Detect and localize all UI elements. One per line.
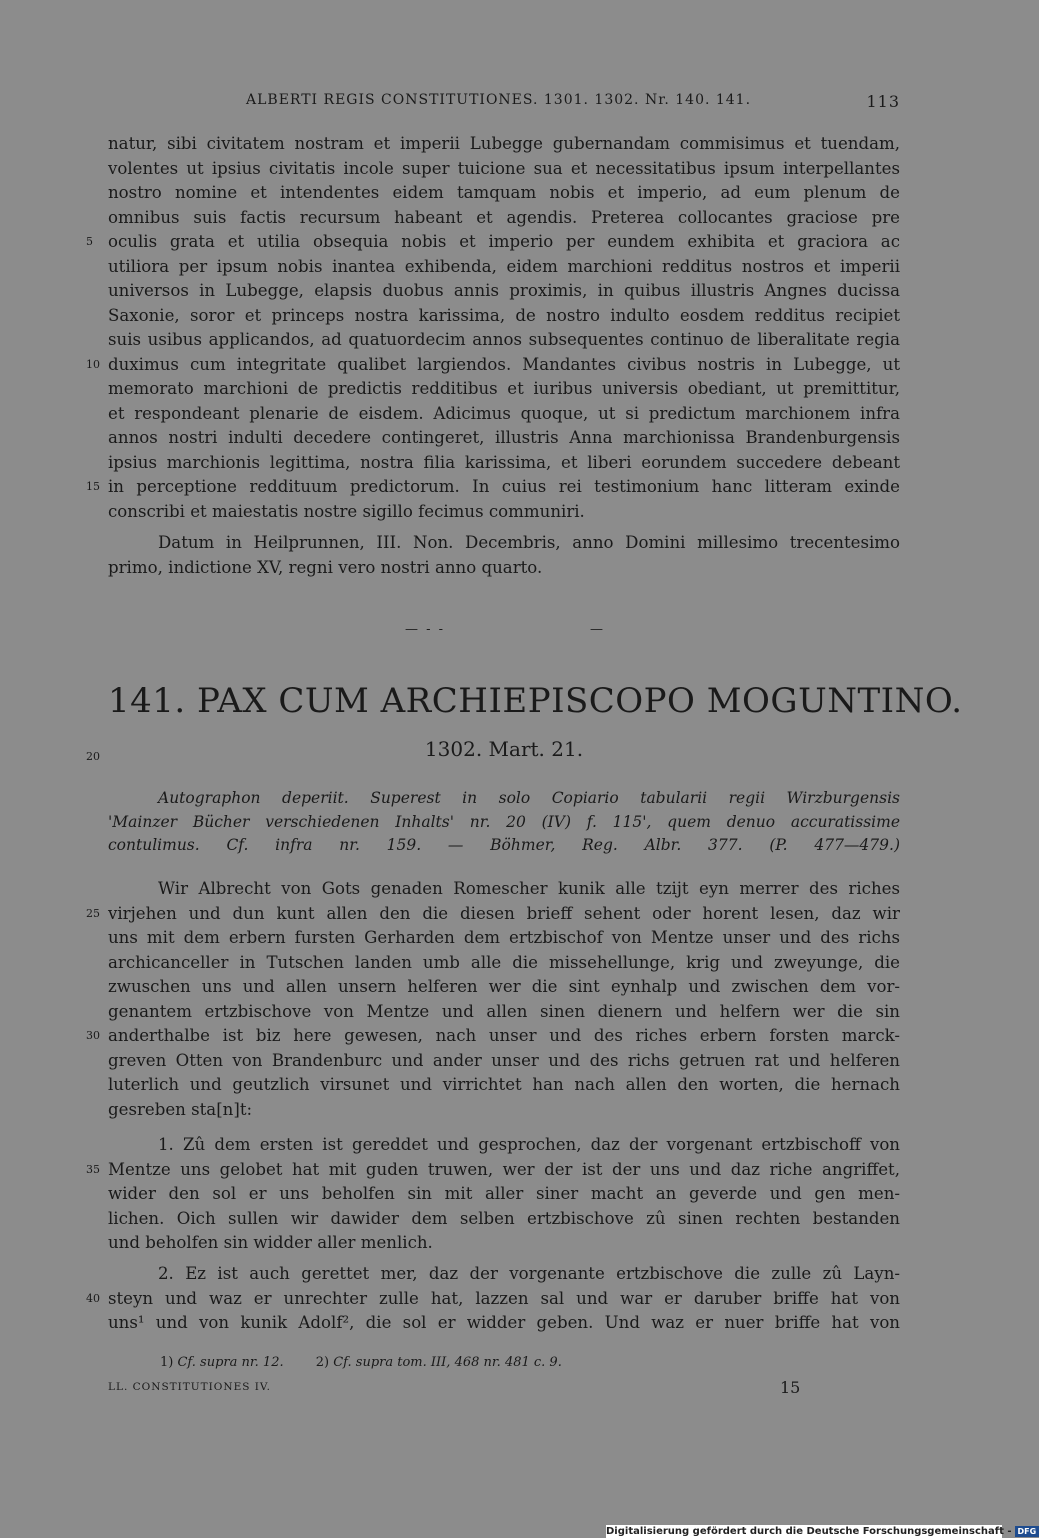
line-text: natur, sibi civitatem nostram et imperii Lubegge gubernandam commisimus et tuendam, — [108, 134, 900, 153]
line-text: primo, indictione XV, regni vero nostri anno quarto. — [108, 557, 543, 577]
text-line — [108, 1262, 900, 1287]
line-text: 2. Ez ist auch gerettet mer, daz der vorgenante ertzbischove die zulle zû Layn- — [158, 1264, 900, 1283]
line-number: 20 — [86, 750, 100, 763]
text-line — [86, 1158, 900, 1183]
line-text: suis usibus applicandos, ad quatuordecim annos subsequentes continuo de liberalitate regia — [108, 330, 900, 349]
line-text: gesreben sta[n]t: — [108, 1099, 253, 1119]
running-header — [108, 92, 900, 114]
text-line — [86, 902, 900, 927]
line-number: 5 — [86, 235, 93, 248]
text-line — [108, 1098, 900, 1123]
line-text: uns¹ und von kunik Adolf², die sol er widder geben. Und waz er nuer briffe hat von — [108, 1313, 900, 1332]
line-text: duximus cum integritate qualibet largiendos. Mandantes civibus nostris in Lubegge, ut — [108, 354, 900, 374]
text-line — [108, 500, 900, 525]
text-line — [108, 1182, 900, 1207]
text-line — [86, 353, 900, 378]
text-line — [108, 787, 900, 811]
footnote-1-text: Cf. supra nr. 12. — [177, 1355, 284, 1370]
paragraph-2-block — [86, 1262, 900, 1336]
source-note-block — [108, 787, 900, 858]
line-text: conscribi et maiestatis nostre sigillo fecimus communiri. — [108, 501, 585, 521]
text-line — [108, 556, 900, 581]
text-line — [108, 328, 900, 353]
line-text: et respondeant plenarie de eisdem. Adicimus quoque, ut si predictum marchionem infra — [108, 403, 900, 423]
line-text: anderthalbe ist biz here gewesen, nach unser und des riches erbern forsten marck- — [108, 1026, 900, 1045]
line-text: Autographon deperiit. Superest in solo Copiario tabularii regii Wirzburgensis — [158, 789, 900, 807]
text-line — [86, 1287, 900, 1312]
line-text: utiliora per ipsum nobis inantea exhibenda, eidem marchioni redditus nostros et imperii — [108, 256, 900, 276]
text-line — [108, 1000, 900, 1025]
page-number: 113 — [866, 92, 900, 111]
text-line — [108, 426, 900, 451]
line-text: contulimus. Cf. infra nr. 159. — Böhmer, Reg. Albr. 377. (P. 477—479.) — [108, 836, 900, 854]
line-text: und beholfen sin widder aller menlich. — [108, 1233, 433, 1252]
footnote-2-number: 2) — [315, 1355, 330, 1370]
text-line — [108, 531, 900, 556]
text-line — [86, 230, 900, 255]
line-text: ipsius marchionis legittima, nostra filia karissima, et liberi eorundem succedere debeant — [108, 452, 900, 472]
line-text: Saxonie, soror et princeps nostra karissima, de nostro indulto eosdem redditus recipiet — [108, 305, 900, 325]
line-text: virjehen und dun kunt allen den die diesen brieff sehent oder horent lesen, daz wir — [108, 903, 900, 923]
text-line — [108, 975, 900, 1000]
line-number: 25 — [86, 906, 100, 920]
text-line — [108, 157, 900, 182]
funding-banner — [606, 1525, 1037, 1538]
document-date — [86, 734, 900, 764]
text-line — [108, 181, 900, 206]
text-line — [108, 132, 900, 157]
line-text: steyn und waz er unrechter zulle hat, lazzen sal und war er daruber briffe hat von — [108, 1288, 900, 1308]
line-text: annos nostri indulti decedere contingeret, illustris Anna marchionissa Brandenburgensis — [108, 428, 900, 447]
running-title: ALBERTI REGIS CONSTITUTIONES. 1301. 1302. Nr. 140. 141. — [246, 92, 752, 108]
signature-mark: 15 — [780, 1378, 801, 1397]
text-line — [108, 451, 900, 476]
line-number: 30 — [86, 1029, 100, 1042]
line-text: omnibus suis factis recursum habeant et agendis. Preterea collocantes graciose pre — [108, 207, 900, 227]
line-text: wider den sol er uns beholfen sin mit aller siner macht an geverde und gen men- — [108, 1184, 900, 1203]
text-line — [108, 1133, 900, 1158]
footnote-2-text: Cf. supra tom. III, 468 nr. 481 c. 9. — [333, 1355, 562, 1370]
line-text: luterlich und geutzlich virsunet und virrichtet han nach allen den worten, die hernach — [108, 1075, 900, 1094]
document-body-block — [86, 877, 900, 1122]
text-line — [108, 255, 900, 280]
text-line — [86, 1024, 900, 1049]
section-separator-dash: — — [590, 622, 603, 637]
text-line — [108, 1231, 900, 1256]
line-text: 1. Zû dem ersten ist gereddet und gesprochen, daz der vorgenant ertzbischoff von — [158, 1135, 900, 1154]
line-text: universos in Lubegge, elapsis duobus annis proximis, in quibus illustris Angnes ducissa — [108, 281, 900, 300]
text-line — [108, 304, 900, 329]
line-text: oculis grata et utilia obsequia nobis et imperio per eundem exhibita et graciora ac — [108, 232, 900, 251]
text-line — [108, 951, 900, 976]
text-line — [108, 1207, 900, 1232]
text-line — [108, 1049, 900, 1074]
text-line — [108, 402, 900, 427]
line-text: archicanceller in Tutschen landen umb alle die missehellunge, krig und zweyunge, die — [108, 952, 900, 972]
footnote-1-number: 1) — [160, 1355, 174, 1370]
banner-text: Digitalisierung gefördert durch die Deutsche Forschungsgemeinschaft - — [606, 1526, 1012, 1537]
text-line — [108, 811, 900, 835]
text-line — [108, 834, 900, 858]
line-text: memorato marchioni de predictis redditibus et iuribus universis obediant, ut premittitur, — [108, 379, 900, 398]
line-text: genantem ertzbischove von Mentze und allen sinen dienern und helfern wer die sin — [108, 1001, 900, 1021]
dfg-logo: DFG — [1015, 1526, 1039, 1537]
text-line — [108, 377, 900, 402]
line-text: zwuschen uns und allen unsern helferen wer die sint eynhalp und zwischen dem vor- — [108, 977, 900, 996]
text-line — [108, 926, 900, 951]
line-text: greven Otten von Brandenburc und ander unser und des richs getruen rat und helferen — [108, 1050, 900, 1070]
line-text: Mentze uns gelobet hat mit guden truwen, wer der ist der uns und daz riche angriffet, — [108, 1159, 900, 1179]
line-number: 15 — [86, 480, 100, 493]
line-text: 'Mainzer Bücher verschiedenen Inhalts' nr. 20 (IV) f. 115', quem denuo accuratissime — [108, 812, 900, 831]
text-line — [108, 206, 900, 231]
datum-block — [108, 531, 900, 580]
sheet-mark: LL. CONSTITUTIONES IV. — [108, 1381, 272, 1393]
paragraph-1-block — [86, 1133, 900, 1256]
line-number: 40 — [86, 1291, 100, 1305]
text-line — [108, 1311, 900, 1336]
line-text: uns mit dem erbern fursten Gerharden dem ertzbischof von Mentze unser und des richs — [108, 928, 900, 947]
text-line — [108, 1073, 900, 1098]
document-title: 141. PAX CUM ARCHIEPISCOPO MOGUNTINO. — [108, 681, 963, 721]
line-text: Datum in Heilprunnen, III. Non. Decembris, anno Domini millesimo trecentesimo — [158, 533, 900, 552]
text-line — [108, 877, 900, 902]
line-number: 35 — [86, 1162, 100, 1176]
continued-text-block — [86, 132, 900, 524]
text-line — [86, 475, 900, 500]
text-line — [108, 279, 900, 304]
footnotes — [160, 1353, 562, 1373]
line-number: 10 — [86, 357, 100, 371]
line-text: in perceptione reddituum predictorum. In cuius rei testimonium hanc litteram exinde — [108, 477, 900, 496]
line-text: Wir Albrecht von Gots genaden Romescher kunik alle tzijt eyn merrer des riches — [158, 879, 900, 898]
line-text: lichen. Oich sullen wir dawider dem selben ertzbischove zû sinen rechten bestanden — [108, 1208, 900, 1228]
section-separator: — - - — [405, 622, 446, 637]
line-text: volentes ut ipsius civitatis incole super tuicione sua et necessitatibus ipsum interpellantes — [108, 158, 900, 178]
date-text: 1302. Mart. 21. — [424, 737, 584, 761]
line-text: nostro nomine et intendentes eidem tamquam nobis et imperio, ad eum plenum de — [108, 183, 900, 202]
